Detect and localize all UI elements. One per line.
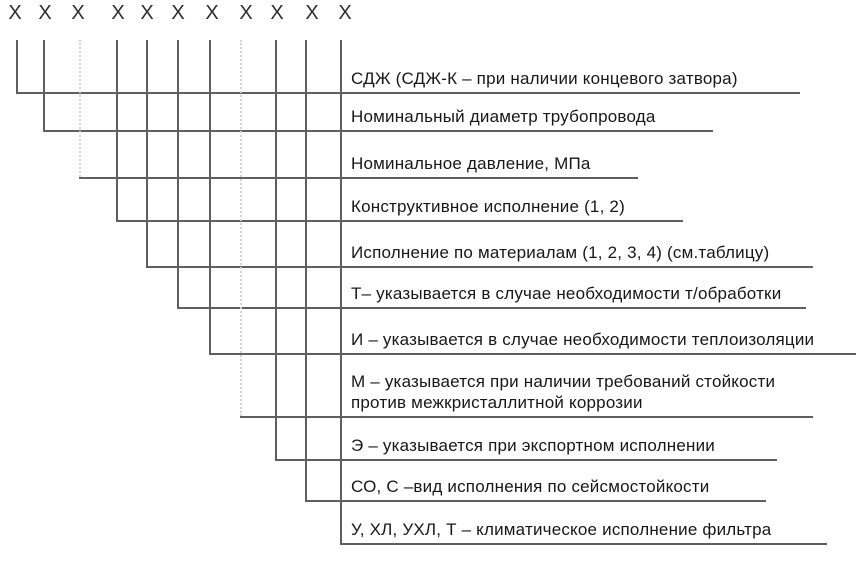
connector-horizontal-line — [43, 130, 713, 132]
row-label: СО, С –вид исполнения по сейсмостойкости — [351, 477, 710, 496]
connector-horizontal-line — [79, 177, 638, 179]
connector-vertical-line — [16, 40, 18, 92]
connector-vertical-line-dotted — [79, 40, 81, 177]
code-position-marker-11: Х — [338, 2, 352, 24]
code-position-marker-1: Х — [8, 2, 22, 24]
code-position-marker-8: Х — [239, 2, 253, 24]
row-label: У, ХЛ, УХЛ, Т – климатическое исполнение фильтра — [351, 520, 772, 539]
connector-horizontal-line — [116, 220, 683, 222]
connector-vertical-line — [177, 40, 179, 307]
row-label: Номинальное давление, МПа — [351, 154, 591, 173]
connector-horizontal-line — [340, 543, 827, 545]
connector-vertical-line — [146, 40, 148, 266]
code-position-marker-10: Х — [305, 2, 319, 24]
code-position-marker-2: Х — [38, 2, 52, 24]
row-label: Конструктивное исполнение (1, 2) — [351, 197, 625, 216]
row-label: Э – указывается при экспортном исполнении — [351, 436, 716, 455]
connector-horizontal-line — [275, 459, 777, 461]
code-position-marker-6: Х — [171, 2, 185, 24]
code-position-marker-3: Х — [71, 2, 85, 24]
connector-horizontal-line — [305, 500, 766, 502]
connector-vertical-line — [43, 40, 45, 130]
row-label: Исполнение по материалам (1, 2, 3, 4) (см.таблицу) — [351, 243, 770, 262]
connector-vertical-line-dotted — [240, 40, 242, 416]
connector-horizontal-line — [240, 416, 813, 418]
connector-vertical-line — [209, 40, 211, 353]
row-label: Номинальный диаметр трубопровода — [351, 107, 656, 126]
connector-horizontal-line — [16, 92, 800, 94]
row-label-line-1: М – указывается при наличии требований стойкости — [351, 372, 776, 391]
connector-horizontal-line — [177, 307, 806, 309]
connector-vertical-line — [305, 40, 307, 500]
row-label: И – указывается в случае необходимости теплоизоляции — [351, 330, 815, 349]
row-label: СДЖ (СДЖ-К – при наличии концевого затвора) — [351, 69, 738, 88]
code-position-marker-5: Х — [140, 2, 154, 24]
connector-vertical-line — [275, 40, 277, 459]
row-label: Т– указывается в случае необходимости т/обработки — [351, 284, 782, 303]
connector-vertical-line — [116, 40, 118, 220]
row-label-line-2: против межкристаллитной коррозии — [351, 393, 643, 412]
code-position-marker-4: Х — [111, 2, 125, 24]
code-position-marker-9: Х — [270, 2, 284, 24]
connector-vertical-line — [340, 40, 342, 543]
connector-horizontal-line — [146, 266, 813, 268]
code-position-marker-7: Х — [205, 2, 219, 24]
